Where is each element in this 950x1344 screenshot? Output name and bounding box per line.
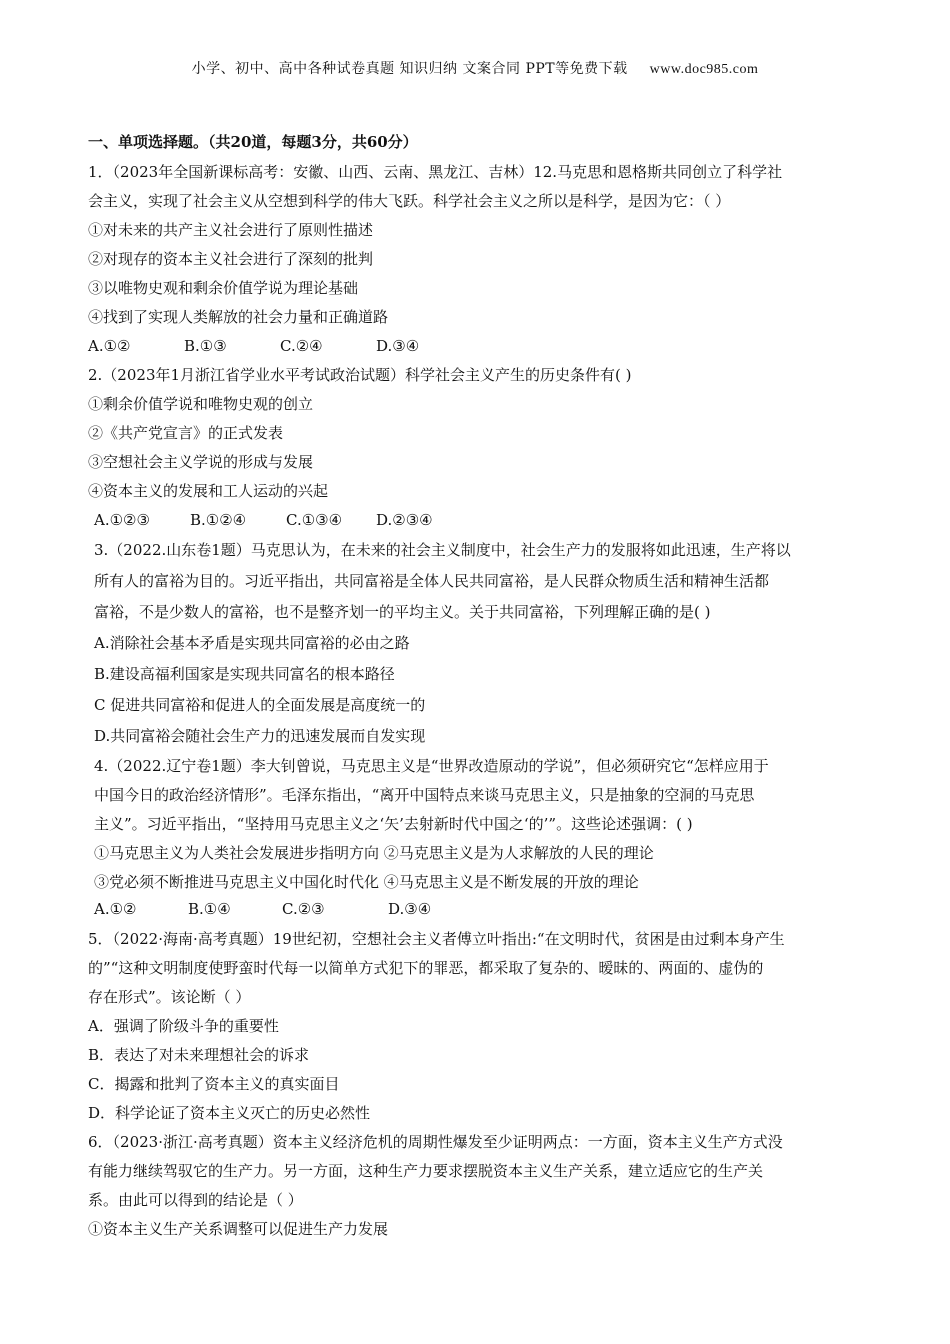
question-stem: 所有人的富裕为目的。习近平指出，共同富裕是全体人民共同富裕，是人民群众物质生活和精神生活都 xyxy=(94,572,770,590)
question-2 xyxy=(88,361,878,535)
option-a: A.①②③ xyxy=(94,511,150,529)
question-stem: 5．（2022·海南·高考真题）19世纪初，空想社会主义者傅立叶指出:“在文明时代，贫困是由过剩本身产生 xyxy=(88,930,785,948)
page-header xyxy=(0,58,950,78)
option-c: C 促进共同富裕和促进人的全面发展是高度统一的 xyxy=(94,696,426,714)
exam-content xyxy=(88,128,878,1244)
answer-options xyxy=(94,897,878,921)
question-6 xyxy=(88,1128,878,1244)
option-b: B.建设高福利国家是实现共同富名的根本路径 xyxy=(94,665,395,683)
option-b: B.①②④ xyxy=(190,511,247,529)
statement-item: ③空想社会主义学说的形成与发展 xyxy=(88,453,314,471)
header-site-link[interactable]: www.doc985.com xyxy=(649,62,759,77)
question-3 xyxy=(88,535,878,752)
option-c: C.①③④ xyxy=(286,511,343,529)
option-c: C.②④ xyxy=(280,337,323,355)
question-4 xyxy=(88,752,878,921)
statement-item: ①对未来的共产主义社会进行了原则性描述 xyxy=(88,221,374,239)
option-d: D.共同富裕会随社会生产力的迅速发展而自发实现 xyxy=(94,727,426,745)
question-stem: 2.（2023年1月浙江省学业水平考试政治试题）科学社会主义产生的历史条件有( ) xyxy=(88,366,632,384)
statement-item: ②对现存的资本主义社会进行了深刻的批判 xyxy=(88,250,374,268)
question-stem: 的”“这种文明制度使野蛮时代每一以简单方式犯下的罪恶，都采取了复杂的、暧昧的、两面的、虚伪的 xyxy=(88,959,764,977)
option-c: C.②③ xyxy=(282,900,325,918)
option-b: B.①④ xyxy=(188,900,231,918)
question-stem: 1．（2023年全国新课标高考：安徽、山西、云南、黑龙江、吉林）12.马克思和恩格斯共同创立了科学社 xyxy=(88,163,783,181)
question-stem: 4.（2022.辽宁卷1题）李大钊曾说，马克思主义是“世界改造原动的学说”，但必须研究它“怎样应用于 xyxy=(94,757,769,775)
statement-items-row: ①马克思主义为人类社会发展进步指明方向 ②马克思主义是为人求解放的人民的理论 xyxy=(94,844,654,862)
option-d: D.②③④ xyxy=(376,511,433,529)
statement-items-row: ③党必须不断推进马克思主义中国化时代化 ④马克思主义是不断发展的开放的理论 xyxy=(94,873,639,891)
question-5 xyxy=(88,925,878,1128)
question-stem: 会主义，实现了社会主义从空想到科学的伟大飞跃。科学社会主义之所以是科学，是因为它：（ ） xyxy=(88,192,731,210)
option-a: A．强调了阶级斗争的重要性 xyxy=(88,1017,279,1035)
statement-item: ④找到了实现人类解放的社会力量和正确道路 xyxy=(88,308,389,326)
option-b: B．表达了对未来理想社会的诉求 xyxy=(88,1046,310,1064)
option-a: A.消除社会基本矛盾是实现共同富裕的必由之路 xyxy=(94,634,410,652)
question-stem: 主义”。习近平指出，“坚持用马克思主义之‘矢’去射新时代中国之‘的’”。这些论述强调：( ) xyxy=(94,815,693,833)
question-1 xyxy=(88,158,878,361)
statement-item: ④资本主义的发展和工人运动的兴起 xyxy=(88,482,329,500)
header-text: 小学、初中、高中各种试卷真题 知识归纳 文案合同 PPT等免费下载 xyxy=(191,61,628,77)
statement-item: ①剩余价值学说和唯物史观的创立 xyxy=(88,395,314,413)
option-a: A.①② xyxy=(88,337,131,355)
option-a: A.①② xyxy=(94,900,137,918)
section-title: 一、单项选择题。（共20道，每题3分，共60分） xyxy=(88,133,418,151)
question-stem: 富裕，不是少数人的富裕，也不是整齐划一的平均主义。关于共同富裕，下列理解正确的是( ) xyxy=(94,603,711,621)
question-stem: 系。由此可以得到的结论是（ ） xyxy=(88,1191,303,1209)
question-stem: 存在形式”。该论断（ ） xyxy=(88,988,251,1006)
question-stem: 有能力继续驾驭它的生产力。另一方面，这种生产力要求摆脱资本主义生产关系，建立适应它的生产关 xyxy=(88,1162,764,1180)
answer-options xyxy=(88,332,878,361)
option-c: C．揭露和批判了资本主义的真实面目 xyxy=(88,1075,340,1093)
answer-options xyxy=(88,506,878,535)
option-d: D．科学论证了资本主义灭亡的历史必然性 xyxy=(88,1104,371,1122)
option-d: D.③④ xyxy=(376,337,420,355)
option-b: B.①③ xyxy=(184,337,227,355)
option-d: D.③④ xyxy=(388,900,432,918)
question-stem: 3.（2022.山东卷1题）马克思认为，在未来的社会主义制度中，社会生产力的发服将如此迅速，生产将以 xyxy=(94,541,791,559)
statement-item: ③以唯物史观和剩余价值学说为理论基础 xyxy=(88,279,359,297)
statement-item: ①资本主义生产关系调整可以促进生产力发展 xyxy=(88,1220,389,1238)
question-stem: 6．（2023·浙江·高考真题）资本主义经济危机的周期性爆发至少证明两点：一方面，资本主义生产方式没 xyxy=(88,1133,783,1151)
question-stem: 中国今日的政治经济情形”。毛泽东指出，“离开中国特点来谈马克思主义，只是抽象的空洞的马克思 xyxy=(94,786,755,804)
statement-item: ②《共产党宣言》的正式发表 xyxy=(88,424,284,442)
